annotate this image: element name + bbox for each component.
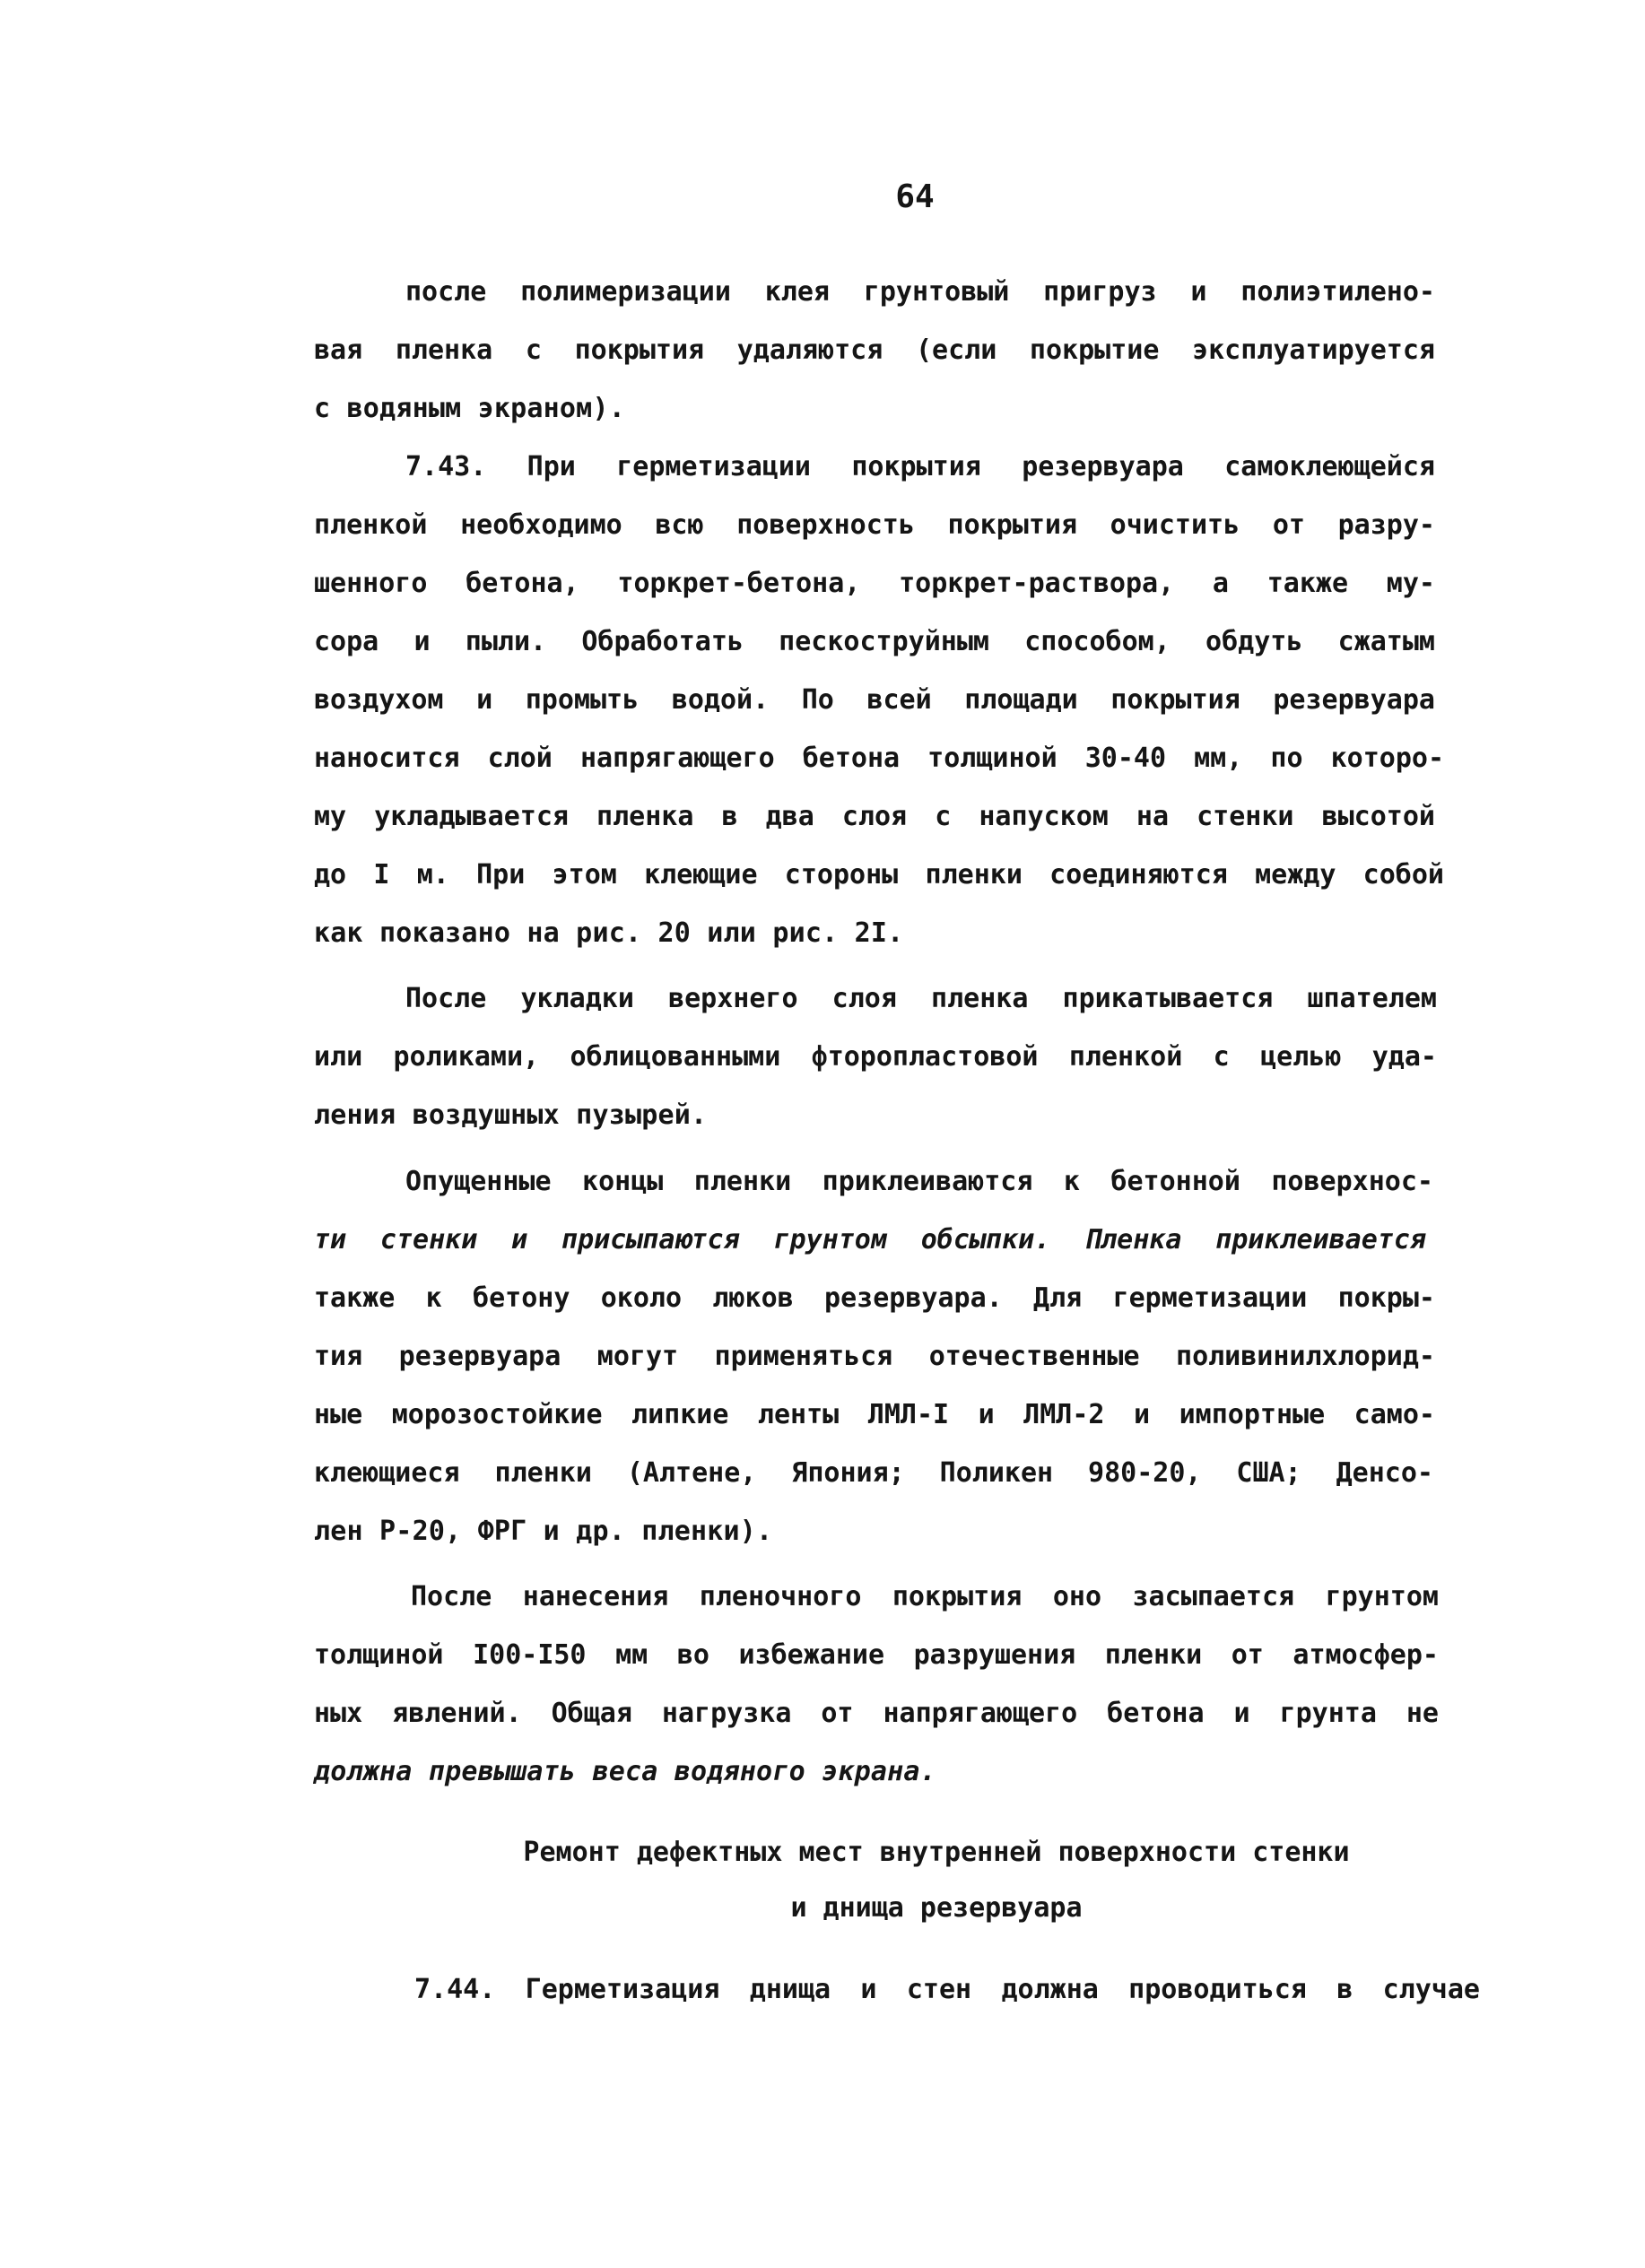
- text-line: толщиной I00-I50 мм во избежание разрушения пленки от атмосфер-: [314, 1639, 1439, 1671]
- text-line: му укладывается пленка в два слоя с напуском на стенки высотой: [314, 801, 1435, 832]
- text-line: После нанесения пленочного покрытия оно засыпается грунтом: [411, 1581, 1439, 1612]
- text-line: лен Р-20, ФРГ и др. пленки).: [314, 1516, 773, 1547]
- section-heading-line: Ремонт дефектных мест внутренней поверхности стенки: [523, 1837, 1350, 1868]
- text-line: вая пленка с покрытия удаляются (если покрытие эксплуатируется: [314, 335, 1435, 366]
- text-line: сора и пыли. Обработать пескоструйным способом, обдуть сжатым: [314, 626, 1435, 657]
- text-line: как показано на рис. 20 или рис. 2I.: [314, 917, 904, 949]
- text-line: должна превышать веса водяного экрана.: [314, 1756, 936, 1787]
- text-line: После укладки верхнего слоя пленка прикатывается шпателем: [405, 983, 1437, 1014]
- text-line: наносится слой напрягающего бетона толщиной 30-40 мм, по которо-: [314, 743, 1444, 774]
- text-line: 7.43. При герметизации покрытия резервуара самоклеющейся: [405, 451, 1435, 482]
- page-number: 64: [895, 178, 935, 215]
- text-line: ления воздушных пузырей.: [314, 1099, 708, 1131]
- text-line: с водяным экраном).: [314, 393, 625, 424]
- text-line: или роликами, облицованными фторопластовой пленкой с целью уда-: [314, 1041, 1437, 1073]
- text-line: 7.44. Герметизация днища и стен должна проводиться в случае: [414, 1974, 1480, 2005]
- text-line: тия резервуара могут применяться отечественные поливинилхлорид-: [314, 1341, 1435, 1372]
- text-line: пленкой необходимо всю поверхность покрытия очистить от разру-: [314, 509, 1435, 541]
- text-line: до I м. При этом клеющие стороны пленки соединяются между собой: [314, 859, 1444, 891]
- text-line: ных явлений. Общая нагрузка от напрягающего бетона и грунта не: [314, 1698, 1439, 1729]
- text-line: также к бетону около люков резервуара. Для герметизации покры-: [314, 1282, 1435, 1314]
- text-line: ти стенки и присыпаются грунтом обсыпки. Пленка приклеивается: [314, 1224, 1426, 1256]
- text-line: шенного бетона, торкрет-бетона, торкрет-раствора, а также му-: [314, 568, 1435, 599]
- section-heading-line: и днища резервуара: [790, 1892, 1083, 1924]
- text-line: воздухом и промыть водой. По всей площади покрытия резервуара: [314, 684, 1435, 716]
- text-line: после полимеризации клея грунтовый пригруз и полиэтилено-: [405, 276, 1435, 308]
- text-line: ные морозостойкие липкие ленты ЛМЛ-I и ЛМЛ-2 и импортные само-: [314, 1399, 1435, 1430]
- text-line: клеющиеся пленки (Алтене, Япония; Поликен 980-20, США; Денсо-: [314, 1457, 1433, 1489]
- text-line: Опущенные концы пленки приклеиваются к бетонной поверхнос-: [405, 1166, 1433, 1197]
